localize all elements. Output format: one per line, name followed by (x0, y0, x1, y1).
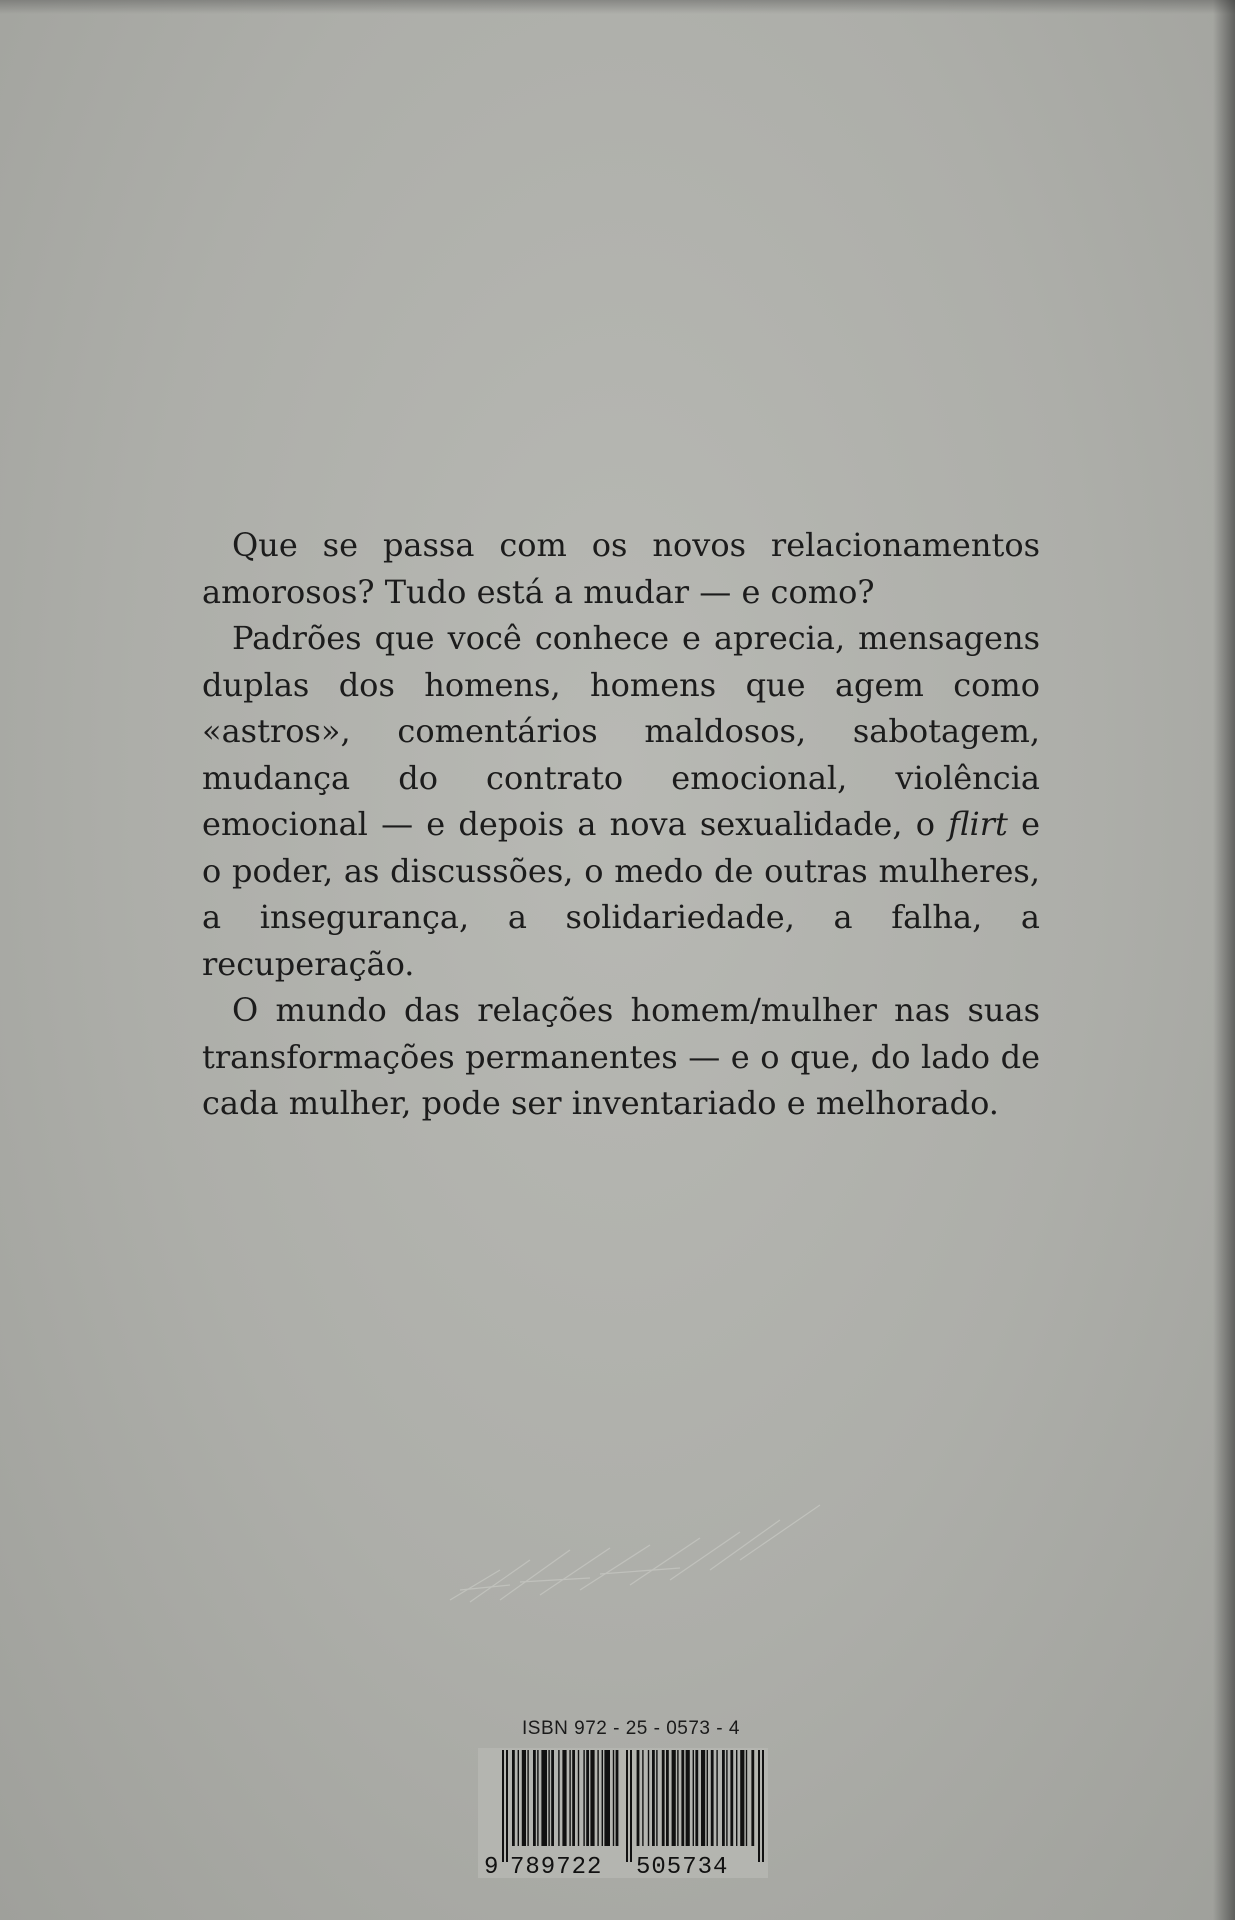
blurb-paragraph-1: Que se passa com os novos relacionamentos amorosos? Tudo está a mudar — e como? (202, 526, 1040, 611)
barcode-guard-bar (502, 1750, 504, 1862)
barcode-bar (578, 1750, 579, 1846)
blurb-paragraph-2-start: Padrões que você conhece e aprecia, mensagens duplas dos homens, homens que agem como «astros», comentários maldosos, sabotagem, mudança do contrato emocional, violência emocional — e depois a nova sexualidade, o (202, 619, 1040, 843)
barcode-bar (548, 1750, 549, 1846)
barcode-bar (726, 1750, 727, 1846)
barcode-bar (541, 1750, 547, 1846)
blurb-paragraph-2 (202, 615, 1040, 987)
barcode-bar (751, 1750, 754, 1846)
barcode-bar (613, 1750, 614, 1846)
barcode-bar (740, 1750, 744, 1846)
barcode-guard-bar (506, 1750, 508, 1862)
barcode-bar (711, 1750, 714, 1846)
barcode-bar (537, 1750, 538, 1846)
barcode-bar (616, 1750, 619, 1846)
blurb-paragraph-3: O mundo das relações homem/mulher nas suas transformações permanentes — e o que, do lado de cada mulher, pode ser inventariado e melhorado. (202, 991, 1040, 1122)
barcode-bar (569, 1750, 570, 1846)
barcode-bar (533, 1750, 536, 1846)
barcode-bar (722, 1750, 725, 1846)
barcode-bar (746, 1750, 747, 1846)
barcode-bar (637, 1750, 640, 1846)
barcode-bar (512, 1750, 515, 1846)
barcode-bar (572, 1750, 575, 1846)
barcode-bar (604, 1750, 610, 1846)
barcode-bar (693, 1750, 694, 1846)
barcode-bar (597, 1750, 598, 1846)
barcode-bar (527, 1750, 528, 1846)
barcode-bar (707, 1750, 708, 1846)
isbn-label: ISBN 972 - 25 - 0573 - 4 (522, 1718, 740, 1739)
barcode-bar (656, 1750, 657, 1846)
barcode-bar (586, 1750, 589, 1846)
barcode-bar (602, 1750, 603, 1846)
barcode-guard-bar (762, 1750, 764, 1862)
barcode-digits-left: 789722 (510, 1854, 603, 1878)
barcode-bar (695, 1750, 698, 1846)
barcode-bar (730, 1750, 733, 1846)
barcode-bar (652, 1750, 655, 1846)
flirt-italic-word: flirt (948, 805, 1008, 843)
barcode-bar (681, 1750, 684, 1846)
barcode (478, 1748, 768, 1878)
barcode-bar (701, 1750, 705, 1846)
barcode-bar (716, 1750, 717, 1846)
barcode-bar (518, 1750, 519, 1846)
barcode-bar (583, 1750, 584, 1846)
barcode-bar (551, 1750, 554, 1846)
barcode-bar (558, 1750, 559, 1846)
barcode-bar (672, 1750, 676, 1846)
barcode-bar (686, 1750, 690, 1846)
barcode-bar (562, 1750, 566, 1846)
barcode-bar (736, 1750, 737, 1846)
barcode-bar (666, 1750, 669, 1846)
barcode-bar (648, 1750, 649, 1846)
barcode-bar (662, 1750, 665, 1846)
barcode-guard-bar (626, 1750, 628, 1862)
barcode-bar (642, 1750, 643, 1846)
blurb-text (202, 522, 1040, 1127)
barcode-guard-bar (758, 1750, 760, 1862)
barcode-bar (677, 1750, 678, 1846)
barcode-bar (522, 1750, 526, 1846)
barcode-bar (590, 1750, 594, 1846)
barcode-guard-bar (630, 1750, 632, 1862)
barcode-digits-right: 505734 (636, 1854, 729, 1878)
barcode-digit-first: 9 (484, 1854, 499, 1878)
blurb-paragraph-2-end: e o poder, as discussões, o medo de outras mulheres, a insegurança, a solidariedade, a falha, a recuperação. (202, 805, 1041, 983)
scuff-marks (440, 1490, 860, 1610)
